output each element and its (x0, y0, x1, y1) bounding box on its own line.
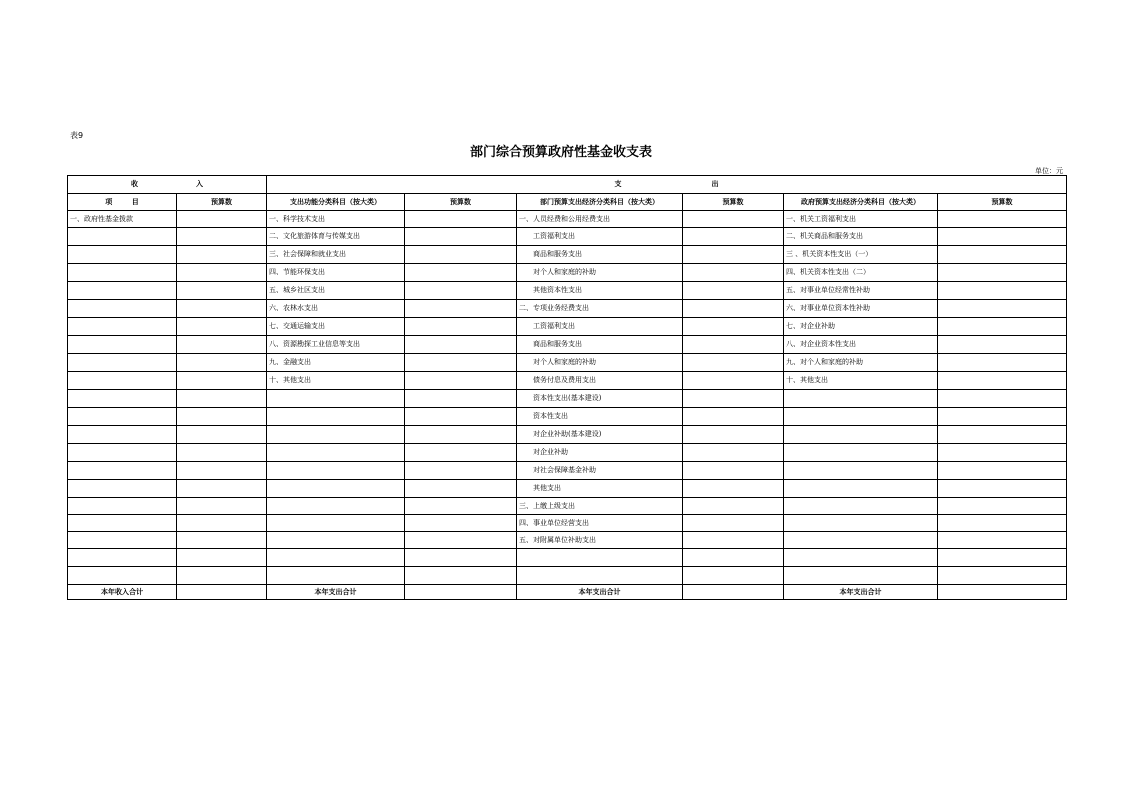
func-class-item: 十、其他支出 (267, 372, 405, 390)
expense-total-value-3 (938, 585, 1067, 600)
gov-econ-item (784, 480, 938, 498)
budget-table (67, 175, 1067, 600)
income-item (68, 390, 177, 408)
income-budget (177, 354, 267, 372)
func-budget (405, 318, 517, 336)
func-class-item (267, 480, 405, 498)
dept-econ-item: 商品和服务支出 (517, 336, 683, 354)
income-budget (177, 426, 267, 444)
income-header-a: 收 (131, 180, 138, 188)
header-row-columns (68, 194, 1067, 211)
income-budget (177, 567, 267, 585)
func-class-item (267, 426, 405, 444)
func-class-item: 二、文化旅游体育与传媒支出 (267, 228, 405, 246)
income-item (68, 549, 177, 567)
income-budget (177, 390, 267, 408)
dept-budget (683, 408, 784, 426)
budget-header-3: 预算数 (683, 194, 784, 211)
gov-econ-item: 九、对个人和家庭的补助 (784, 354, 938, 372)
func-class-item (267, 515, 405, 532)
gov-budget (938, 211, 1067, 228)
func-class-item (267, 498, 405, 515)
func-budget (405, 480, 517, 498)
gov-econ-item: 二、机关商品和服务支出 (784, 228, 938, 246)
func-class-item: 七、交通运输支出 (267, 318, 405, 336)
func-class-header: 支出功能分类科目（按大类） (267, 194, 405, 211)
income-budget (177, 408, 267, 426)
gov-budget (938, 246, 1067, 264)
dept-econ-item: 一、人员经费和公用经费支出 (517, 211, 683, 228)
gov-econ-class-header: 政府预算支出经济分类科目（按大类） (784, 194, 938, 211)
dept-econ-item: 五、对附属单位补助支出 (517, 532, 683, 549)
func-budget (405, 426, 517, 444)
income-item (68, 372, 177, 390)
income-budget (177, 211, 267, 228)
income-item (68, 300, 177, 318)
func-class-item: 八、资源勘探工业信息等支出 (267, 336, 405, 354)
dept-econ-class-header: 部门预算支出经济分类科目（按大类） (517, 194, 683, 211)
gov-budget (938, 354, 1067, 372)
income-item (68, 444, 177, 462)
func-class-item (267, 567, 405, 585)
budget-header-1: 预算数 (177, 194, 267, 211)
gov-budget (938, 480, 1067, 498)
gov-budget (938, 336, 1067, 354)
page-title: 部门综合预算政府性基金收支表 (469, 145, 652, 160)
gov-econ-item: 五、对事业单位经常性补助 (784, 282, 938, 300)
func-budget (405, 567, 517, 585)
expense-total-value-2 (683, 585, 784, 600)
table-row (68, 498, 1067, 515)
func-budget (405, 515, 517, 532)
income-total-value (177, 585, 267, 600)
totals-row (68, 585, 1067, 600)
expense-total-label-1: 本年支出合计 (267, 585, 405, 600)
dept-econ-item: 资本性支出(基本建设) (517, 390, 683, 408)
gov-econ-item (784, 515, 938, 532)
dept-econ-item: 工资福利支出 (517, 318, 683, 336)
func-budget (405, 390, 517, 408)
func-class-item: 四、节能环保支出 (267, 264, 405, 282)
dept-budget (683, 549, 784, 567)
income-item (68, 480, 177, 498)
gov-budget (938, 390, 1067, 408)
table-row (68, 228, 1067, 246)
dept-budget (683, 390, 784, 408)
dept-econ-item: 对企业补助(基本建设) (517, 426, 683, 444)
dept-budget (683, 462, 784, 480)
func-budget (405, 354, 517, 372)
table-row (68, 532, 1067, 549)
income-budget (177, 480, 267, 498)
gov-econ-item: 十、其他支出 (784, 372, 938, 390)
income-item (68, 264, 177, 282)
gov-econ-item: 三 、机关资本性支出（一） (784, 246, 938, 264)
item-header (68, 194, 177, 211)
income-budget (177, 372, 267, 390)
gov-econ-item (784, 549, 938, 567)
income-item (68, 228, 177, 246)
table-row (68, 390, 1067, 408)
table-row (68, 372, 1067, 390)
func-budget (405, 228, 517, 246)
income-budget (177, 462, 267, 480)
gov-budget (938, 228, 1067, 246)
income-budget (177, 549, 267, 567)
dept-budget (683, 300, 784, 318)
item-header-a: 项 (105, 197, 113, 206)
expense-header-a: 支 (614, 180, 622, 188)
gov-econ-item (784, 532, 938, 549)
income-header-b: 入 (196, 180, 203, 188)
income-item (68, 567, 177, 585)
gov-econ-item (784, 462, 938, 480)
dept-econ-item (517, 549, 683, 567)
table-row (68, 549, 1067, 567)
func-class-item (267, 532, 405, 549)
dept-budget (683, 211, 784, 228)
gov-econ-item (784, 498, 938, 515)
gov-budget (938, 532, 1067, 549)
func-class-item: 六、农林水支出 (267, 300, 405, 318)
dept-budget (683, 498, 784, 515)
func-class-item: 一、科学技术支出 (267, 211, 405, 228)
func-budget (405, 549, 517, 567)
table-row (68, 282, 1067, 300)
dept-budget (683, 372, 784, 390)
gov-budget (938, 372, 1067, 390)
dept-budget (683, 282, 784, 300)
gov-budget (938, 498, 1067, 515)
income-budget (177, 336, 267, 354)
table-row (68, 336, 1067, 354)
func-class-item: 九、金融支出 (267, 354, 405, 372)
func-budget (405, 282, 517, 300)
gov-budget (938, 408, 1067, 426)
table-row (68, 246, 1067, 264)
table-row (68, 515, 1067, 532)
table-row (68, 480, 1067, 498)
income-item (68, 282, 177, 300)
dept-budget (683, 426, 784, 444)
dept-budget (683, 532, 784, 549)
dept-budget (683, 318, 784, 336)
dept-budget (683, 444, 784, 462)
income-item: 一、政府性基金拨款 (68, 211, 177, 228)
income-budget (177, 246, 267, 264)
gov-budget (938, 515, 1067, 532)
table-row (68, 408, 1067, 426)
dept-econ-item: 其他资本性支出 (517, 282, 683, 300)
expense-total-label-2: 本年支出合计 (517, 585, 683, 600)
func-budget (405, 532, 517, 549)
gov-budget (938, 318, 1067, 336)
income-header (68, 176, 267, 194)
func-budget (405, 211, 517, 228)
dept-budget (683, 480, 784, 498)
income-item (68, 498, 177, 515)
func-class-item: 三、社会保障和就业支出 (267, 246, 405, 264)
dept-budget (683, 264, 784, 282)
income-item (68, 318, 177, 336)
table-row (68, 444, 1067, 462)
dept-econ-item: 工资福利支出 (517, 228, 683, 246)
dept-budget (683, 336, 784, 354)
dept-econ-item: 三、上缴上级支出 (517, 498, 683, 515)
budget-header-4: 预算数 (938, 194, 1067, 211)
dept-budget (683, 515, 784, 532)
func-class-item: 五、城乡社区支出 (267, 282, 405, 300)
dept-econ-item: 四、事业单位经营支出 (517, 515, 683, 532)
unit-label: 单位：元 (1035, 167, 1063, 175)
expense-total-label-3: 本年支出合计 (784, 585, 938, 600)
func-class-item (267, 462, 405, 480)
func-budget (405, 246, 517, 264)
dept-budget (683, 567, 784, 585)
table-row (68, 354, 1067, 372)
expense-total-value-1 (405, 585, 517, 600)
func-budget (405, 372, 517, 390)
table-row (68, 318, 1067, 336)
gov-econ-item (784, 408, 938, 426)
expense-header-b: 出 (711, 180, 719, 188)
income-item (68, 336, 177, 354)
func-budget (405, 498, 517, 515)
dept-budget (683, 246, 784, 264)
table-number: 表9 (70, 131, 84, 140)
dept-econ-item: 对个人和家庭的补助 (517, 264, 683, 282)
budget-header-2: 预算数 (405, 194, 517, 211)
func-budget (405, 336, 517, 354)
gov-econ-item: 七、对企业补助 (784, 318, 938, 336)
income-item (68, 515, 177, 532)
dept-econ-item: 对社会保障基金补助 (517, 462, 683, 480)
func-class-item (267, 444, 405, 462)
dept-econ-item: 对企业补助 (517, 444, 683, 462)
func-class-item (267, 408, 405, 426)
gov-econ-item: 四、机关资本性支出（二） (784, 264, 938, 282)
table-row (68, 300, 1067, 318)
table-row (68, 211, 1067, 228)
dept-budget (683, 228, 784, 246)
income-budget (177, 264, 267, 282)
income-budget (177, 282, 267, 300)
income-item (68, 426, 177, 444)
income-budget (177, 228, 267, 246)
dept-budget (683, 354, 784, 372)
func-budget (405, 300, 517, 318)
func-class-item (267, 390, 405, 408)
gov-budget (938, 462, 1067, 480)
func-budget (405, 264, 517, 282)
dept-econ-item: 商品和服务支出 (517, 246, 683, 264)
header-row-top (68, 176, 1067, 194)
income-item (68, 532, 177, 549)
income-budget (177, 515, 267, 532)
table-row (68, 264, 1067, 282)
dept-econ-item: 其他支出 (517, 480, 683, 498)
gov-budget (938, 444, 1067, 462)
income-budget (177, 318, 267, 336)
gov-econ-item (784, 426, 938, 444)
gov-econ-item: 八、对企业资本性支出 (784, 336, 938, 354)
table-row (68, 567, 1067, 585)
gov-econ-item (784, 390, 938, 408)
func-budget (405, 408, 517, 426)
dept-econ-item: 债务付息及费用支出 (517, 372, 683, 390)
table-row (68, 462, 1067, 480)
dept-econ-item (517, 567, 683, 585)
gov-budget (938, 549, 1067, 567)
func-budget (405, 462, 517, 480)
income-item (68, 408, 177, 426)
dept-econ-item: 对个人和家庭的补助 (517, 354, 683, 372)
income-budget (177, 444, 267, 462)
gov-budget (938, 567, 1067, 585)
gov-budget (938, 300, 1067, 318)
dept-econ-item: 资本性支出 (517, 408, 683, 426)
gov-econ-item (784, 567, 938, 585)
income-item (68, 354, 177, 372)
func-budget (405, 444, 517, 462)
gov-econ-item (784, 444, 938, 462)
table-row (68, 426, 1067, 444)
income-item (68, 246, 177, 264)
income-budget (177, 300, 267, 318)
income-item (68, 462, 177, 480)
income-budget (177, 532, 267, 549)
gov-econ-item: 一、机关工资福利支出 (784, 211, 938, 228)
dept-econ-item: 二、专项业务经费支出 (517, 300, 683, 318)
gov-budget (938, 282, 1067, 300)
func-class-item (267, 549, 405, 567)
gov-budget (938, 264, 1067, 282)
gov-econ-item: 六、对事业单位资本性补助 (784, 300, 938, 318)
item-header-b: 目 (131, 197, 139, 206)
gov-budget (938, 426, 1067, 444)
income-budget (177, 498, 267, 515)
expense-header (267, 176, 1067, 194)
income-total-label: 本年收入合计 (68, 585, 177, 600)
